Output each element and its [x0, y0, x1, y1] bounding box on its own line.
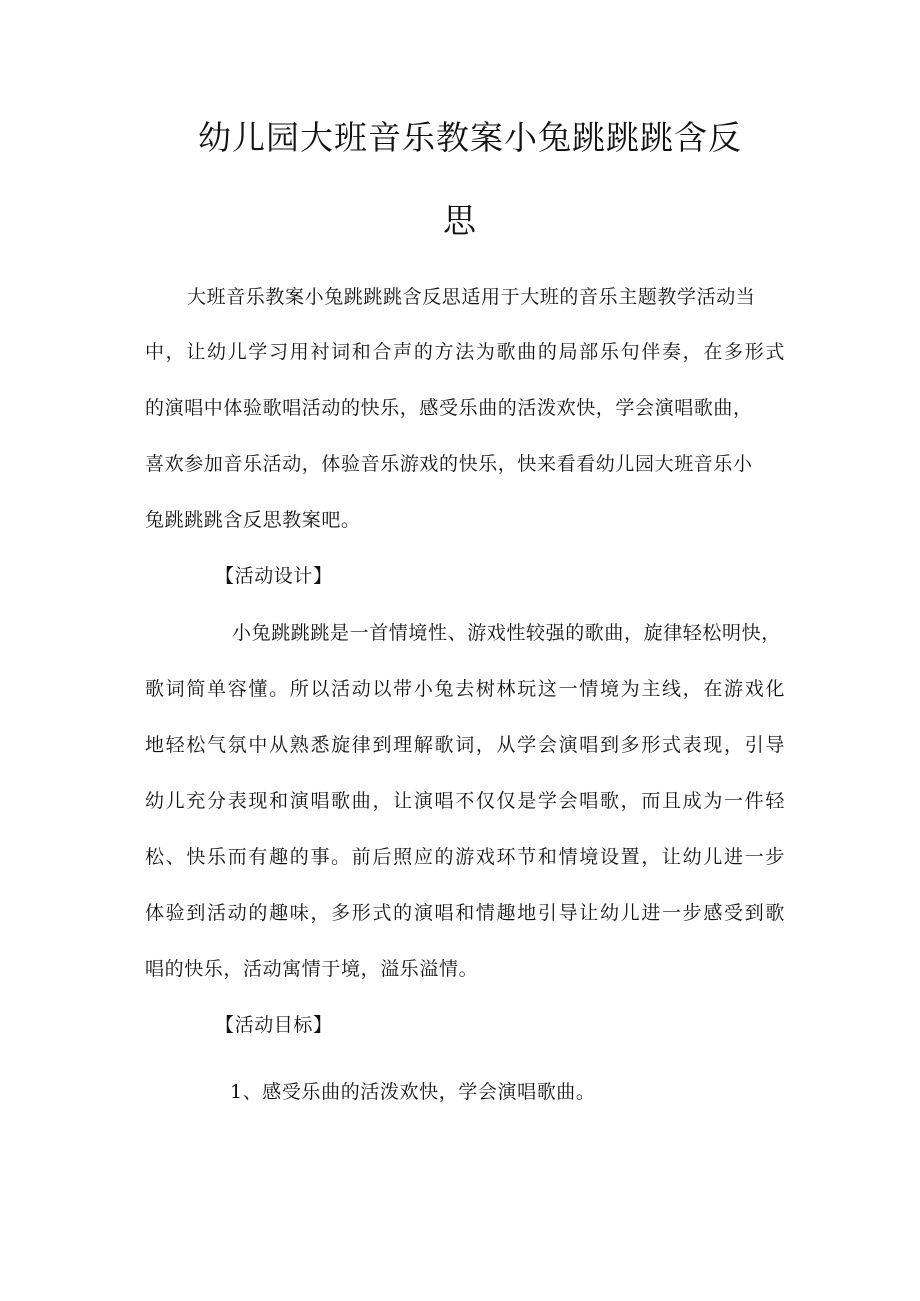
section-heading-design: 【活动设计】: [215, 565, 333, 587]
intro-line-1: 大班音乐教案小兔跳跳跳含反思适用于大班的音乐主题教学活动当: [187, 286, 756, 308]
intro-line-2: 中，让幼儿学习用衬词和合声的方法为歌曲的局部乐句伴奏，在多形式: [145, 341, 785, 363]
section-heading-goals: 【活动目标】: [215, 1014, 333, 1036]
goal-item-1: 1、感受乐曲的活泼欢快，学会演唱歌曲。: [230, 1081, 596, 1103]
document-title-line-1: 幼儿园大班音乐教案小兔跳跳跳含反: [198, 118, 742, 157]
intro-line-5: 兔跳跳跳含反思教案吧。: [145, 509, 361, 531]
design-line-2: 歌词简单容懂。所以活动以带小兔去树林玩这一情境为主线，在游戏化: [145, 678, 785, 700]
design-line-6: 体验到活动的趣味，多形式的演唱和情趣地引导让幼儿进一步感受到歌: [145, 902, 785, 924]
intro-line-4: 喜欢参加音乐活动，体验音乐游戏的快乐，快来看看幼儿园大班音乐小: [145, 453, 753, 475]
design-line-7: 唱的快乐，活动寓情于境，溢乐溢情。: [145, 958, 479, 980]
design-line-5: 松、快乐而有趣的事。前后照应的游戏环节和情境设置，让幼儿进一步: [145, 846, 785, 868]
intro-line-3: 的演唱中体验歌唱活动的快乐，感受乐曲的活泼欢快，学会演唱歌曲，: [145, 397, 753, 419]
design-line-4: 幼儿充分表现和演唱歌曲，让演唱不仅仅是学会唱歌，而且成为一件轻: [145, 790, 785, 812]
document-title-line-2: 思: [443, 201, 477, 240]
design-line-1: 小兔跳跳跳是一首情境性、游戏性较强的歌曲，旋律轻松明快，: [232, 622, 781, 644]
design-line-3: 地轻松气氛中从熟悉旋律到理解歌词，从学会演唱到多形式表现，引导: [145, 734, 785, 756]
